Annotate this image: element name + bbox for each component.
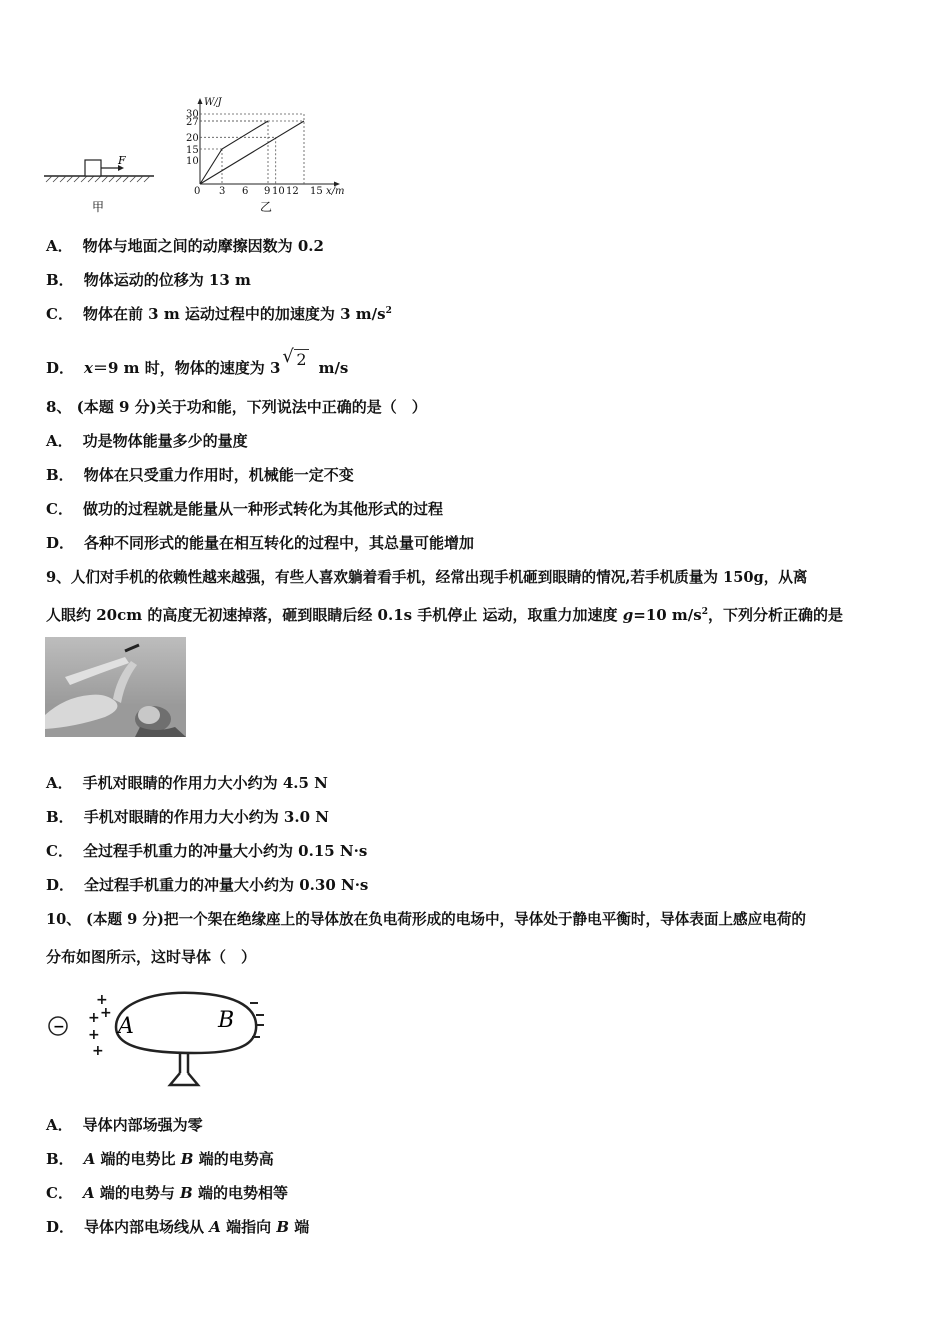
sqrt-symbol: √ 2 [284,350,308,370]
y-axis-label: W/J [204,97,222,108]
conductor-in-field-figure [44,985,274,1091]
end-b-label: B [218,1008,235,1033]
svg-text:+: + [92,1043,104,1059]
work-displacement-graph [186,96,356,200]
q9-option-a: A． 手机对眼睛的作用力大小约为 4.5 N [46,774,328,792]
person-lying-with-phone-photo [45,637,186,737]
conductor-body [116,993,256,1053]
q10-option-b: B． A 端的电势比 B 端的电势高 [46,1150,274,1168]
x-tick-10: 10 [272,186,285,197]
q8-option-b: B． 物体在只受重力作用时，机械能一定不变 [46,466,354,484]
q8-option-d: D． 各种不同形式的能量在相互转化的过程中，其总量可能增加 [46,534,475,552]
x-tick-9: 9 [264,186,271,197]
svg-text:+: + [100,1005,112,1021]
q7-option-d: D． x＝9 m 时，物体的速度为 3√ 2 m/s [46,350,348,378]
q10-option-a: A． 导体内部场强为零 [46,1116,203,1134]
caption-jia: 甲 [92,200,105,214]
x-tick-15: 15 [310,186,323,197]
q9-option-c: C． 全过程手机重力的冲量大小约为 0.15 N·s [46,842,368,860]
force-label: F [118,154,126,167]
q8-stem: 8、 (本题 9 分)关于功和能，下列说法中正确的是（ ） [46,398,427,416]
q10-option-d: D． 导体内部电场线从 A 端指向 B 端 [46,1218,310,1236]
y-tick-20: 20 [186,133,199,144]
svg-text:+: + [88,1027,100,1043]
end-a-label: A [118,1014,134,1039]
q10-stem-line2: 分布如图所示，这时导体（ ） [46,948,257,966]
x-tick-3: 3 [219,186,226,197]
svg-text:+: + [96,992,108,1008]
y-tick-10: 10 [186,156,199,167]
q9-stem-line1: 9、人们对手机的依赖性越来越强，有些人喜欢躺着看手机，经常出现手机砸到眼睛的情况,若手机质量为 150g，从离 [46,569,808,586]
x-axis-label: x/m [326,186,345,197]
block-on-ground-figure [40,140,160,188]
line-total-work [200,121,268,184]
q7-option-a: A． 物体与地面之间的动摩擦因数为 0.2 [46,237,324,255]
q9-stem-line2: 人眼约 20cm 的高度无初速掉落，砸到眼睛后经 0.1s 手机停止 运动，取重力加速度 g=10 $m/s^2$，下列分析正确的是 [46,606,844,624]
svg-text:+: + [88,1010,100,1026]
caption-yi: 乙 [260,200,273,214]
y-tick-15: 15 [186,145,199,156]
q9-option-b: B． 手机对眼睛的作用力大小约为 3.0 N [46,808,329,826]
block [85,160,101,176]
y-tick-27: 27 [186,117,199,128]
origin-label: 0 [194,186,201,197]
q10-option-c: C． A 端的电势与 B 端的电势相等 [46,1184,288,1202]
x-tick-6: 6 [242,186,249,197]
q9-option-d: D． 全过程手机重力的冲量大小约为 0.30 N·s [46,876,369,894]
q8-option-c: C． 做功的过程就是能量从一种形式转化为其他形式的过程 [46,500,443,518]
q7-option-c: C． 物体在前 3 m 运动过程中的加速度为 3 $m/s^2$ [46,305,392,323]
q7-option-b: B． 物体运动的位移为 13 m [46,271,251,289]
q10-stem-line1: 10、 (本题 9 分)把一个架在绝缘座上的导体放在负电荷形成的电场中，导体处于静电平衡时，导体表面上感应电荷的 [46,911,807,928]
svg-text:−: − [53,1019,65,1035]
y-tick-30: 30 [186,109,199,120]
x-tick-12: 12 [286,186,299,197]
q8-option-a: A． 功是物体能量多少的量度 [46,432,248,450]
